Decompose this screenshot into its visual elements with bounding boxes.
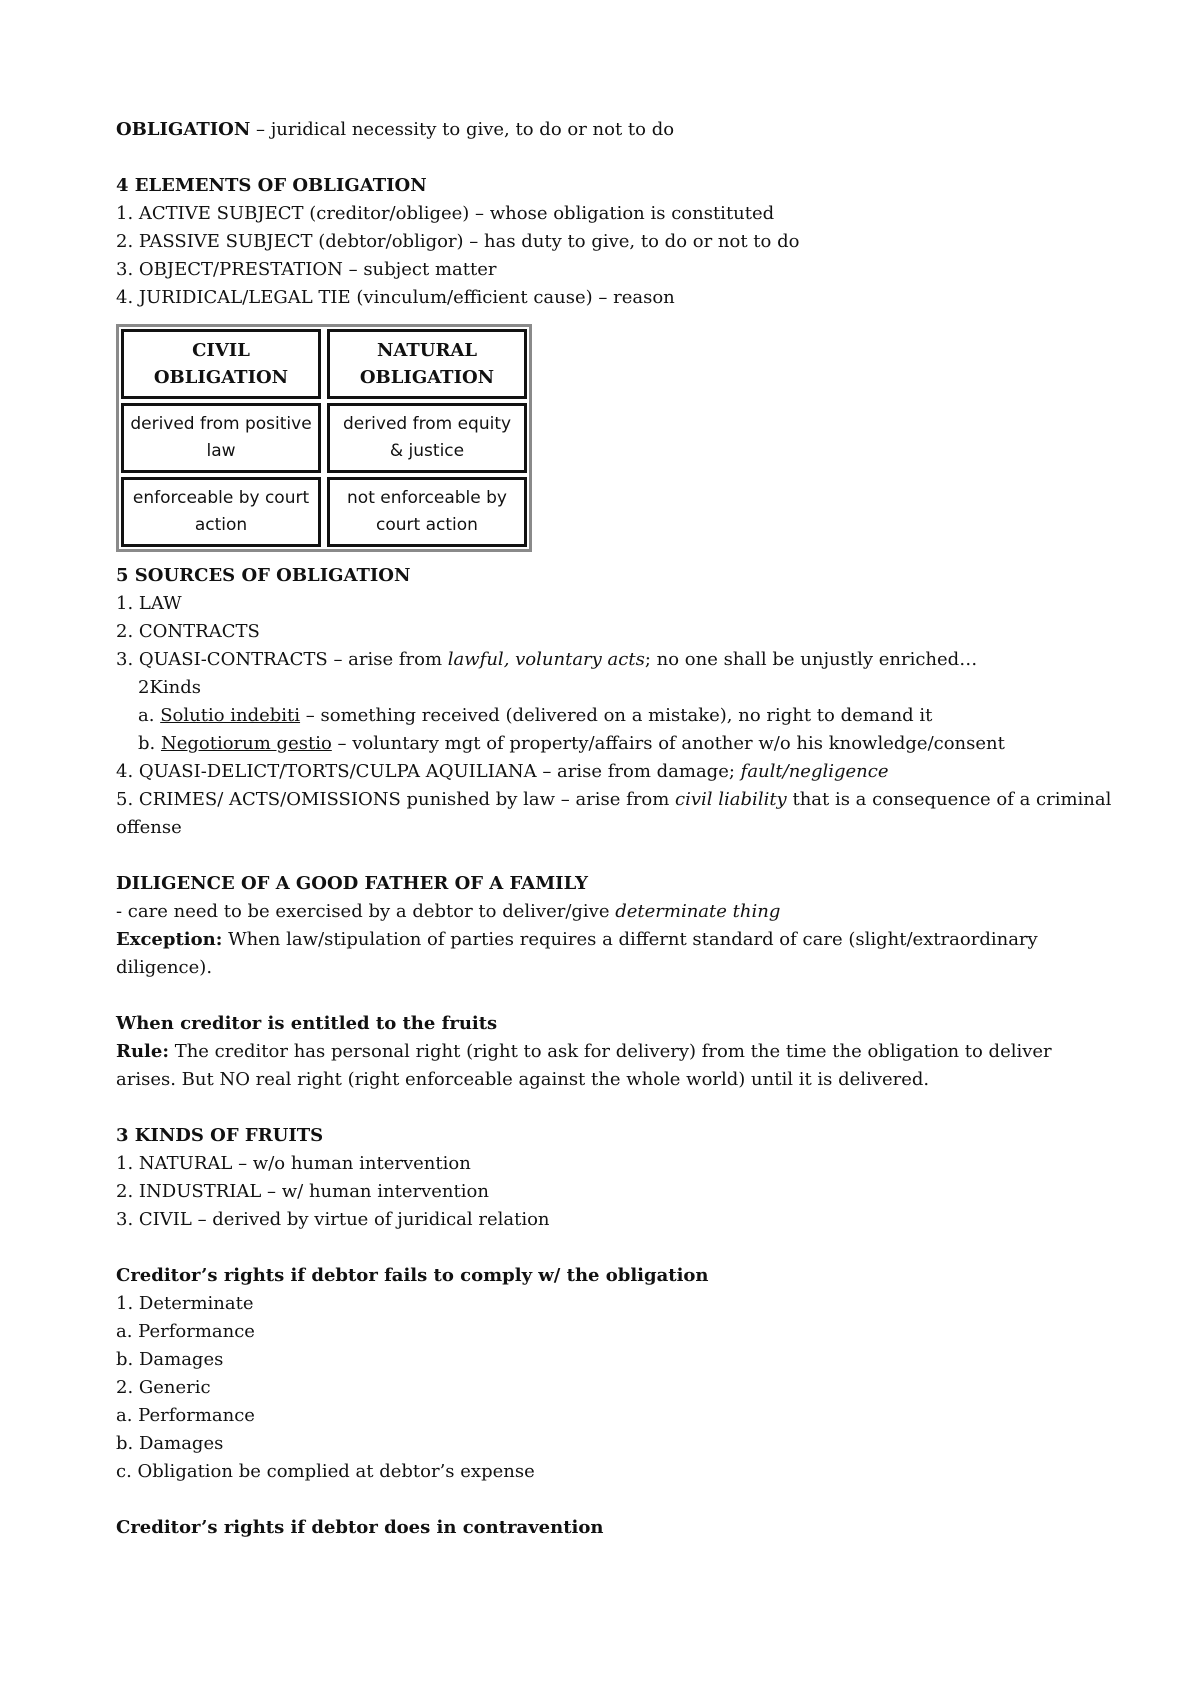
source-subitem: b. Negotiorum gestio – voluntary mgt of property/affairs of another w/o his knowledge/consent xyxy=(138,733,1005,754)
table-header-row xyxy=(121,329,527,399)
element-item: 1. ACTIVE SUBJECT (creditor/obligee) – whose obligation is constituted xyxy=(116,203,775,224)
contravention-heading: Creditor’s rights if debtor does in contravention xyxy=(116,1517,604,1538)
table-row xyxy=(121,477,527,547)
elements-heading: 4 ELEMENTS OF OBLIGATION xyxy=(116,175,427,196)
source-subheading: 2Kinds xyxy=(138,677,202,698)
fruit-kind-item: 2. INDUSTRIAL – w/ human intervention xyxy=(116,1181,489,1202)
obligation-definition-text: – juridical necessity to give, to do or not to do xyxy=(250,119,675,140)
table-header-civil: CIVIL OBLIGATION xyxy=(121,329,321,399)
element-item: 3. OBJECT/PRESTATION – subject matter xyxy=(116,259,497,280)
kinds-of-fruits-heading: 3 KINDS OF FRUITS xyxy=(116,1125,324,1146)
diligence-heading: DILIGENCE OF A GOOD FATHER OF A FAMILY xyxy=(116,873,588,894)
spacer xyxy=(116,1486,1116,1514)
spacer xyxy=(116,1094,1116,1122)
civil-vs-natural-table xyxy=(116,324,532,552)
obligation-definition xyxy=(116,116,1116,144)
obligation-term: OBLIGATION xyxy=(116,119,251,140)
element-item: 2. PASSIVE SUBJECT (debtor/obligor) – has duty to give, to do or not to do xyxy=(116,231,800,252)
element-item: 4. JURIDICAL/LEGAL TIE (vinculum/efficient cause) – reason xyxy=(116,287,675,308)
fruits-heading: When creditor is entitled to the fruits xyxy=(116,1013,498,1034)
rule-text: Rule: The creditor has personal right (right to ask for delivery) from the time the obligation to deliver arises. But NO real right (right enforceable against the whole world) until it is delivered. xyxy=(116,1041,1052,1090)
source-item: 2. CONTRACTS xyxy=(116,621,260,642)
spacer xyxy=(116,842,1116,870)
fruit-kind-item: 1. NATURAL – w/o human intervention xyxy=(116,1153,471,1174)
source-item: 5. CRIMES/ ACTS/OMISSIONS punished by law – arise from civil liability that is a consequence of a criminal offense xyxy=(116,789,1112,838)
creditor-rights-heading: Creditor’s rights if debtor fails to comply w/ the obligation xyxy=(116,1265,709,1286)
rights-item: b. Damages xyxy=(116,1433,224,1454)
table-cell-natural-source: derived from equity & justice xyxy=(327,403,527,473)
rights-item: a. Performance xyxy=(116,1321,255,1342)
sources-heading: 5 SOURCES OF OBLIGATION xyxy=(116,565,411,586)
source-item: 3. QUASI-CONTRACTS – arise from lawful, voluntary acts; no one shall be unjustly enriched… xyxy=(116,649,978,670)
spacer xyxy=(116,1234,1116,1262)
rights-item: a. Performance xyxy=(116,1405,255,1426)
rights-item: 2. Generic xyxy=(116,1377,211,1398)
table-header-natural: NATURAL OBLIGATION xyxy=(327,329,527,399)
document-page xyxy=(116,116,1116,1542)
table-cell-civil-enforce: enforceable by court action xyxy=(121,477,321,547)
exception-text: Exception: When law/stipulation of parties requires a differnt standard of care (slight/extraordinary diligence). xyxy=(116,929,1038,978)
rights-item: b. Damages xyxy=(116,1349,224,1370)
spacer xyxy=(116,982,1116,1010)
rights-item: 1. Determinate xyxy=(116,1293,254,1314)
table-cell-natural-enforce: not enforceable by court action xyxy=(327,477,527,547)
source-subitem: a. Solutio indebiti – something received (delivered on a mistake), no right to demand it xyxy=(138,705,933,726)
table-cell-civil-source: derived from positive law xyxy=(121,403,321,473)
diligence-text: - care need to be exercised by a debtor to deliver/give determinate thing xyxy=(116,901,781,922)
rights-item: c. Obligation be complied at debtor’s expense xyxy=(116,1461,535,1482)
table-row xyxy=(121,403,527,473)
source-item: 1. LAW xyxy=(116,593,182,614)
source-item: 4. QUASI-DELICT/TORTS/CULPA AQUILIANA – arise from damage; fault/negligence xyxy=(116,761,889,782)
fruit-kind-item: 3. CIVIL – derived by virtue of juridical relation xyxy=(116,1209,550,1230)
spacer xyxy=(116,144,1116,172)
